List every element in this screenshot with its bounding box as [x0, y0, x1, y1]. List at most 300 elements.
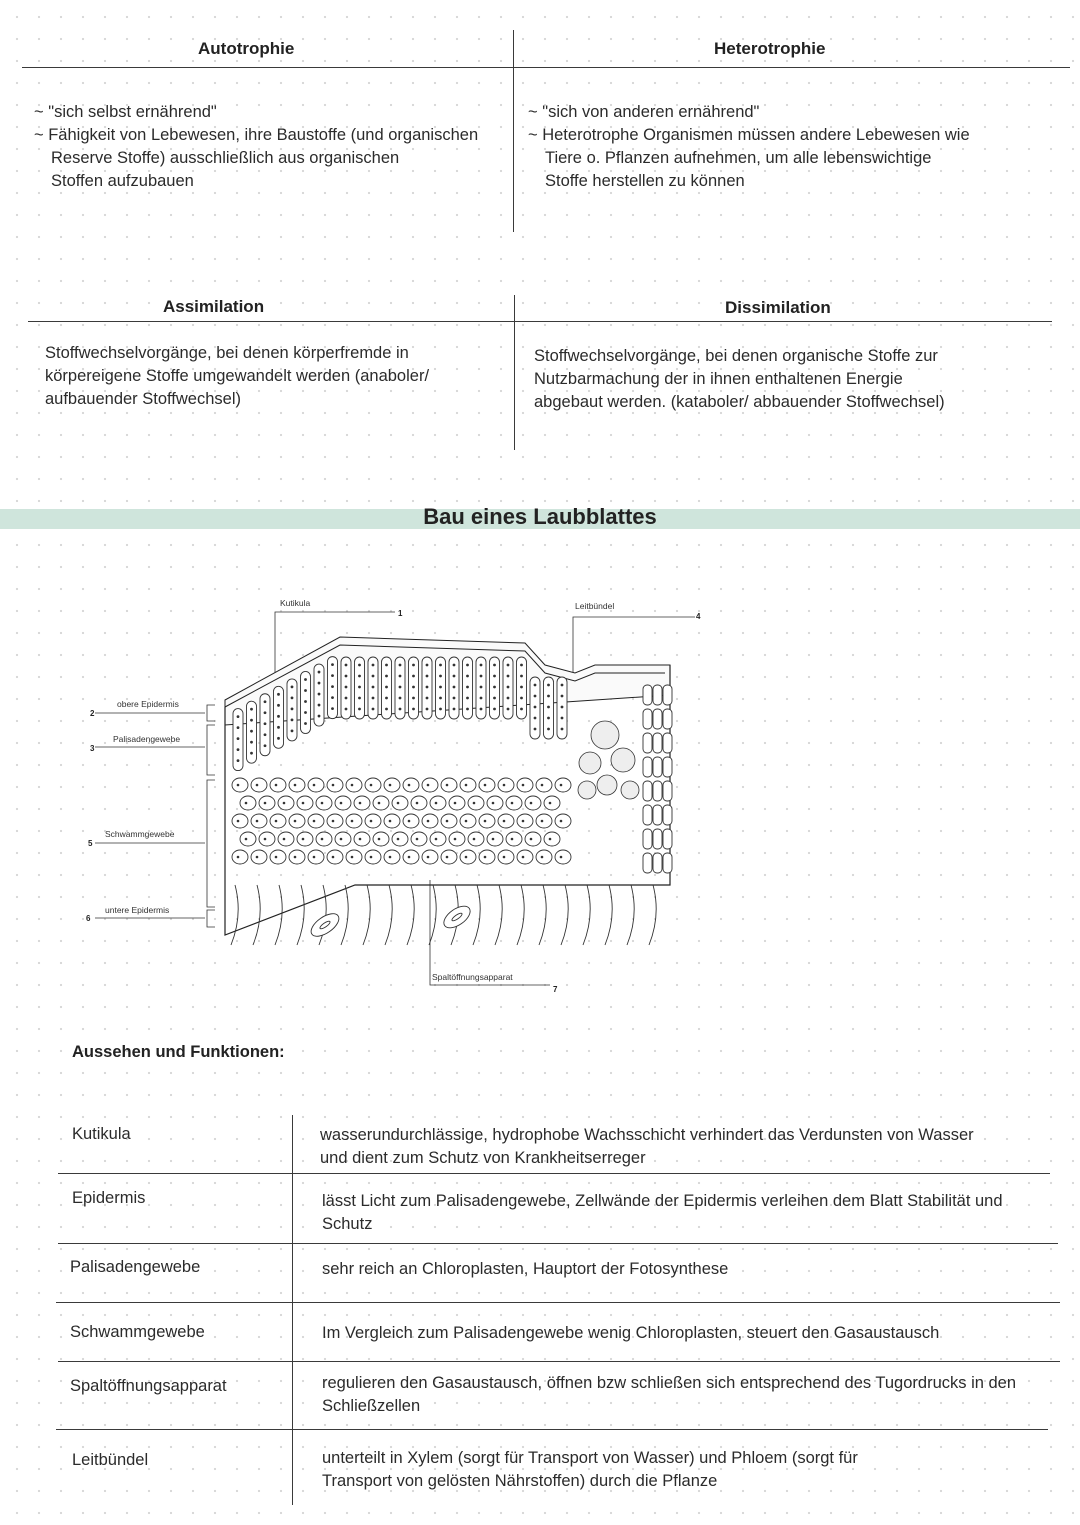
right-side-cell	[653, 853, 662, 873]
chloroplast	[304, 689, 307, 692]
spongy-cell	[232, 850, 248, 864]
spongy-cell	[354, 796, 370, 810]
lower-epidermis-cell	[539, 885, 546, 945]
chloroplast	[313, 784, 316, 787]
dissimilation-text	[534, 345, 1054, 414]
spongy-cell	[251, 850, 267, 864]
label-leitbuendel: Leitbündel	[575, 601, 615, 611]
table-row-divider-3	[56, 1302, 1060, 1303]
lower-epidermis-cell	[473, 885, 480, 945]
chloroplast	[351, 820, 354, 823]
chloroplast	[245, 802, 248, 805]
chloroplast	[427, 856, 430, 859]
term-schwammgewebe: Schwammgewebe	[70, 1323, 205, 1341]
lower-epidermis-cell	[583, 885, 590, 945]
chloroplast	[385, 686, 388, 689]
term-epidermis: Epidermis	[72, 1189, 146, 1207]
chloroplast	[378, 838, 381, 841]
label-palisadengewebe: Palisadengewebe	[113, 734, 181, 744]
chloroplast	[283, 838, 286, 841]
chloroplast	[547, 728, 550, 731]
right-side-cell	[653, 805, 662, 825]
chloroplast	[389, 784, 392, 787]
chloroplast	[397, 802, 400, 805]
chloroplast	[473, 838, 476, 841]
chloroplast	[412, 686, 415, 689]
chloroplast	[291, 708, 294, 711]
chloroplast	[446, 820, 449, 823]
chloroplast	[466, 697, 469, 700]
dissimilation-line-1: Stoffwechselvorgänge, bei denen organische Stoffe zur	[534, 347, 938, 365]
lower-epidermis-cell	[231, 885, 238, 945]
chloroplast	[507, 708, 510, 711]
desc-kutikula-line-1: wasserundurchlässige, hydrophobe Wachsschicht verhindert das Verdunsten von Wasser	[320, 1126, 974, 1144]
right-side-cell	[663, 853, 672, 873]
table-row-divider-1	[58, 1173, 1050, 1174]
spongy-cell	[517, 850, 533, 864]
chloroplast	[385, 697, 388, 700]
chloroplast	[359, 802, 362, 805]
chloroplast	[250, 719, 253, 722]
chloroplast	[534, 695, 537, 698]
spongy-cell	[430, 796, 446, 810]
spongy-cell	[297, 832, 313, 846]
term-palisadengewebe: Palisadengewebe	[70, 1258, 201, 1276]
chloroplast	[313, 856, 316, 859]
spongy-cell	[384, 814, 400, 828]
chloroplast	[372, 708, 375, 711]
spongy-cell	[498, 814, 514, 828]
heterotrophie-line-4: Stoffe herstellen zu können	[545, 172, 745, 190]
number-3: 3	[90, 744, 95, 753]
autotrophie-line-4: Stoffen aufzubauen	[51, 172, 194, 190]
chloroplast	[275, 820, 278, 823]
spongy-cell	[449, 796, 465, 810]
chloroplast	[321, 802, 324, 805]
lower-epidermis-cell	[561, 885, 568, 945]
lower-epidermis-cell	[495, 885, 502, 945]
chloroplast	[480, 664, 483, 667]
chloroplast	[560, 820, 563, 823]
chloroplast	[399, 664, 402, 667]
chloroplast	[359, 838, 362, 841]
chloroplast	[507, 675, 510, 678]
spongy-cell	[517, 814, 533, 828]
chloroplast	[522, 856, 525, 859]
desc-schwammgewebe-line-1: Im Vergleich zum Palisadengewebe wenig Chloroplasten, steuert den Gasaustausch	[322, 1324, 940, 1342]
spongy-cell	[346, 814, 362, 828]
spongy-cell	[498, 778, 514, 792]
spongy-cell	[289, 850, 305, 864]
functions-heading: Aussehen und Funktionen:	[72, 1043, 285, 1061]
label-spaltoeffnungsapparat: Spaltöffnungsapparat	[432, 972, 513, 982]
autotrophie-line-1: ~ "sich selbst ernährend"	[34, 103, 217, 121]
chloroplast	[331, 685, 334, 688]
right-side-cell	[663, 757, 672, 777]
chloroplast	[331, 674, 334, 677]
chloroplast	[534, 728, 537, 731]
chloroplast	[397, 838, 400, 841]
chloroplast	[520, 697, 523, 700]
chloroplast	[291, 697, 294, 700]
chloroplast	[484, 856, 487, 859]
chloroplast	[264, 802, 267, 805]
chloroplast	[408, 784, 411, 787]
divider-middle	[28, 321, 1052, 322]
number-2: 2	[90, 709, 95, 718]
table-row-divider-2	[58, 1243, 1058, 1244]
lower-epidermis-cell	[605, 885, 612, 945]
spongy-cell	[354, 832, 370, 846]
spongy-cell	[525, 832, 541, 846]
chloroplast	[454, 802, 457, 805]
autotrophie-text	[34, 101, 504, 193]
spongy-cell	[506, 832, 522, 846]
chloroplast	[370, 856, 373, 859]
spongy-cell	[460, 850, 476, 864]
spongy-cell	[259, 832, 275, 846]
spongy-cell	[289, 814, 305, 828]
chloroplast	[237, 715, 240, 718]
chloroplast	[549, 802, 552, 805]
chloroplast	[250, 730, 253, 733]
chloroplast	[492, 802, 495, 805]
spongy-cell	[365, 778, 381, 792]
dissimilation-title: Dissimilation	[725, 298, 831, 317]
assimilation-line-2: körpereigene Stoffe umgewandelt werden (anaboler/	[45, 367, 430, 385]
chloroplast	[304, 700, 307, 703]
right-side-cell	[643, 685, 652, 705]
heterotrophie-line-3: Tiere o. Pflanzen aufnehmen, um alle lebenswichtige	[545, 149, 932, 167]
spongy-cell	[449, 832, 465, 846]
chloroplast	[520, 664, 523, 667]
chloroplast	[370, 820, 373, 823]
chloroplast	[503, 820, 506, 823]
chloroplast	[358, 697, 361, 700]
spongy-cell	[468, 832, 484, 846]
chloroplast	[321, 838, 324, 841]
table-row-divider-5	[56, 1429, 1048, 1430]
chloroplast	[547, 684, 550, 687]
spongy-cell	[422, 778, 438, 792]
chloroplast	[264, 733, 267, 736]
chloroplast	[416, 802, 419, 805]
spongy-cell	[308, 814, 324, 828]
chloroplast	[389, 820, 392, 823]
divider-vertical-2	[514, 295, 515, 450]
spongy-cell	[232, 814, 248, 828]
chloroplast	[275, 784, 278, 787]
chloroplast	[358, 664, 361, 667]
spongy-cell	[316, 832, 332, 846]
number-7: 7	[553, 985, 558, 994]
chloroplast	[493, 664, 496, 667]
spongy-cell	[384, 850, 400, 864]
chloroplast	[446, 784, 449, 787]
chloroplast	[372, 664, 375, 667]
spongy-cell	[479, 814, 495, 828]
chloroplast	[294, 820, 297, 823]
chloroplast	[560, 784, 563, 787]
lower-epidermis-cell	[517, 885, 524, 945]
chloroplast	[294, 856, 297, 859]
chloroplast	[454, 838, 457, 841]
spongy-cell	[278, 796, 294, 810]
spongy-cell	[479, 778, 495, 792]
chloroplast	[264, 838, 267, 841]
chloroplast	[399, 697, 402, 700]
chloroplast	[511, 802, 514, 805]
chloroplast	[473, 802, 476, 805]
chloroplast	[507, 686, 510, 689]
chloroplast	[302, 802, 305, 805]
leaf-diagram	[75, 585, 715, 1005]
spongy-cell	[487, 796, 503, 810]
right-side-cell	[643, 805, 652, 825]
chloroplast	[549, 838, 552, 841]
chloroplast	[331, 696, 334, 699]
chloroplast	[332, 820, 335, 823]
spongy-cell	[373, 796, 389, 810]
chloroplast	[439, 697, 442, 700]
chloroplast	[264, 744, 267, 747]
spongy-cell	[441, 778, 457, 792]
right-side-cell	[663, 805, 672, 825]
number-4: 4	[696, 612, 701, 621]
spongy-cell	[278, 832, 294, 846]
chloroplast	[399, 708, 402, 711]
chloroplast	[399, 675, 402, 678]
chloroplast	[412, 708, 415, 711]
desc-kutikula	[320, 1124, 1050, 1170]
chloroplast	[484, 784, 487, 787]
assimilation-title: Assimilation	[163, 297, 265, 316]
chloroplast	[291, 686, 294, 689]
autotrophie-line-2: ~ Fähigkeit von Lebewesen, ihre Baustoffe (und organischen	[34, 126, 479, 144]
chloroplast	[503, 784, 506, 787]
chloroplast	[439, 664, 442, 667]
chloroplast	[318, 682, 321, 685]
chloroplast	[541, 784, 544, 787]
chloroplast	[345, 708, 348, 711]
right-side-cell	[643, 757, 652, 777]
chloroplast	[412, 697, 415, 700]
spongy-cell	[460, 814, 476, 828]
desc-palisadengewebe-line-1: sehr reich an Chloroplasten, Hauptort der Fotosynthese	[322, 1260, 729, 1278]
spongy-cell	[422, 850, 438, 864]
spongy-cell	[346, 850, 362, 864]
spongy-cell	[327, 814, 343, 828]
right-side-cell	[643, 733, 652, 753]
dissimilation-line-3: abgebaut werden. (kataboler/ abbauender Stoffwechsel)	[534, 393, 945, 411]
chloroplast	[385, 664, 388, 667]
desc-spaltoeffnungsapparat-line-1: regulieren den Gasaustausch, öffnen bzw schließen sich entsprechend des Tugordrucks in den	[322, 1374, 1017, 1392]
spongy-cell	[555, 778, 571, 792]
spongy-cell	[384, 778, 400, 792]
spongy-cell	[460, 778, 476, 792]
spongy-cell	[479, 850, 495, 864]
divider-vertical-1	[513, 30, 514, 232]
spongy-cell	[468, 796, 484, 810]
spongy-cell	[327, 850, 343, 864]
chloroplast	[530, 838, 533, 841]
chloroplast	[358, 708, 361, 711]
chloroplast	[237, 856, 240, 859]
chloroplast	[340, 838, 343, 841]
spongy-cell	[525, 796, 541, 810]
chloroplast	[511, 838, 514, 841]
lower-epidermis-cell	[363, 885, 370, 945]
chloroplast	[245, 838, 248, 841]
divider-top	[22, 67, 1070, 68]
chloroplast	[304, 678, 307, 681]
spongy-cell	[251, 778, 267, 792]
right-side-cell	[663, 781, 672, 801]
spongy-cell	[240, 832, 256, 846]
chloroplast	[547, 695, 550, 698]
spongy-cell	[422, 814, 438, 828]
spongy-cell	[392, 832, 408, 846]
chloroplast	[250, 752, 253, 755]
chloroplast	[465, 820, 468, 823]
chloroplast	[520, 675, 523, 678]
spongy-cell	[297, 796, 313, 810]
desc-palisadengewebe	[322, 1258, 1052, 1281]
chloroplast	[435, 838, 438, 841]
heterotrophie-text	[528, 101, 1028, 193]
label-kutikula: Kutikula	[280, 598, 311, 608]
spongy-cell	[487, 832, 503, 846]
autotrophie-title: Autotrophie	[198, 39, 295, 58]
chloroplast	[291, 719, 294, 722]
chloroplast	[304, 722, 307, 725]
spongy-cell	[536, 778, 552, 792]
chloroplast	[453, 708, 456, 711]
chloroplast	[264, 700, 267, 703]
chloroplast	[372, 675, 375, 678]
spongy-cell	[517, 778, 533, 792]
spongy-cell	[544, 796, 560, 810]
spongy-cell	[316, 796, 332, 810]
chloroplast	[412, 664, 415, 667]
right-side-cell	[643, 829, 652, 849]
chloroplast	[275, 856, 278, 859]
chloroplast	[332, 784, 335, 787]
chloroplast	[385, 675, 388, 678]
heterotrophie-line-1: ~ "sich von anderen ernährend"	[528, 103, 760, 121]
spongy-cell	[411, 796, 427, 810]
right-side-cell	[653, 781, 662, 801]
desc-leitbuendel-line-2: Transport von gelösten Nährstoffen) durch die Pflanze	[322, 1472, 718, 1490]
right-side-cell	[663, 709, 672, 729]
chloroplast	[351, 784, 354, 787]
chloroplast	[408, 820, 411, 823]
chloroplast	[466, 664, 469, 667]
desc-epidermis-line-2: Schutz	[322, 1215, 373, 1233]
chloroplast	[313, 820, 316, 823]
lower-epidermis-cell	[407, 885, 414, 945]
chloroplast	[237, 820, 240, 823]
chloroplast	[399, 686, 402, 689]
heterotrophie-title: Heterotrophie	[714, 39, 826, 58]
chloroplast	[453, 686, 456, 689]
spongy-cell	[555, 814, 571, 828]
chloroplast	[453, 697, 456, 700]
lower-epidermis-cell	[253, 885, 260, 945]
chloroplast	[547, 717, 550, 720]
chloroplast	[283, 802, 286, 805]
desc-leitbuendel-line-1: unterteilt in Xylem (sorgt für Transport von Wasser) und Phloem (sorgt für	[322, 1449, 858, 1467]
spongy-cell	[441, 814, 457, 828]
chloroplast	[466, 686, 469, 689]
chloroplast	[237, 726, 240, 729]
number-1: 1	[398, 609, 403, 618]
chloroplast	[331, 663, 334, 666]
chloroplast	[493, 686, 496, 689]
chloroplast	[237, 748, 240, 751]
chloroplast	[427, 820, 430, 823]
chloroplast	[250, 741, 253, 744]
right-side-cell	[653, 685, 662, 705]
chloroplast	[503, 856, 506, 859]
right-side-cell	[653, 829, 662, 849]
chloroplast	[541, 856, 544, 859]
chloroplast	[256, 784, 259, 787]
chloroplast	[493, 675, 496, 678]
chloroplast	[318, 671, 321, 674]
chloroplast	[264, 722, 267, 725]
chloroplast	[372, 697, 375, 700]
chloroplast	[560, 856, 563, 859]
chloroplast	[294, 784, 297, 787]
chloroplast	[416, 838, 419, 841]
chloroplast	[351, 856, 354, 859]
chloroplast	[389, 856, 392, 859]
dissimilation-line-2: Nutzbarmachung der in ihnen enthaltenen Energie	[534, 370, 903, 388]
chloroplast	[534, 684, 537, 687]
number-5: 5	[88, 839, 93, 848]
section-title: Bau eines Laubblattes	[423, 504, 657, 529]
spongy-cell	[536, 814, 552, 828]
chloroplast	[466, 708, 469, 711]
chloroplast	[453, 664, 456, 667]
label-schwammgewebe: Schwammgewebe	[105, 829, 175, 839]
desc-spaltoeffnungsapparat-line-2: Schließzellen	[322, 1397, 421, 1415]
spongy-cell	[536, 850, 552, 864]
chloroplast	[340, 802, 343, 805]
spongy-cell	[403, 850, 419, 864]
lower-epidermis-cell	[297, 885, 304, 945]
chloroplast	[378, 802, 381, 805]
chloroplast	[426, 708, 429, 711]
chloroplast	[465, 784, 468, 787]
spongy-cell	[259, 796, 275, 810]
chloroplast	[302, 838, 305, 841]
chloroplast	[277, 737, 280, 740]
chloroplast	[522, 784, 525, 787]
lower-epidermis-cell	[627, 885, 634, 945]
leaf-cross-section	[225, 637, 672, 945]
right-side-cell	[653, 709, 662, 729]
chloroplast	[561, 684, 564, 687]
spongy-cell	[365, 850, 381, 864]
spongy-cell	[544, 832, 560, 846]
spongy-cell	[308, 850, 324, 864]
chloroplast	[358, 675, 361, 678]
spongy-cell	[289, 778, 305, 792]
chloroplast	[561, 728, 564, 731]
chloroplast	[426, 664, 429, 667]
